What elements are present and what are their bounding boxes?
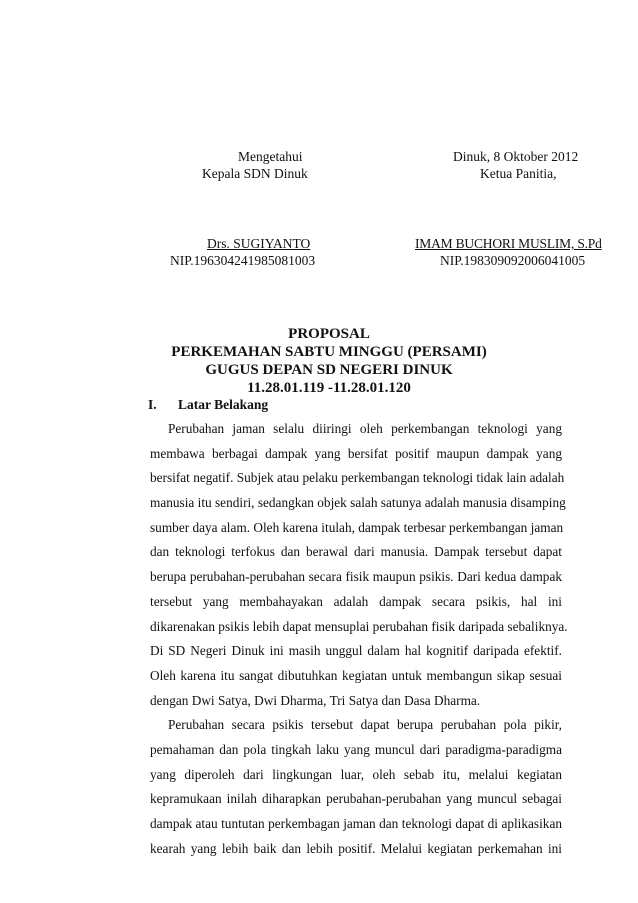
body-line: sumber daya alam. Oleh karena itulah, dampak terbesar perkembangan jaman xyxy=(150,519,564,535)
section-heading: Latar Belakang xyxy=(178,397,269,412)
body-line: pemahaman dan pola tingkah laku yang muncul dari paradigma-paradigma xyxy=(150,741,562,757)
body-line: dan teknologi terfokus dan berawal dari manusia. Dampak tersebut dapat xyxy=(150,544,562,560)
left-signature-role: Kepala SDN Dinuk xyxy=(202,166,308,181)
section-body xyxy=(150,417,568,861)
right-signature-date: Dinuk, 8 Oktober 2012 xyxy=(453,149,579,164)
body-line: dengan Dwi Satya, Dwi Dharma, Tri Satya dan Dasa Dharma. xyxy=(150,692,481,708)
left-signature-name: Drs. SUGIYANTO xyxy=(207,236,311,251)
body-line: kepramukaan inilah diharapkan perubahan-perubahan yang muncul sebagai xyxy=(150,791,562,807)
proposal-title: PROPOSAL xyxy=(288,326,370,342)
right-signature-name: IMAM BUCHORI MUSLIM, S.Pd xyxy=(415,236,602,251)
body-line: kearah yang lebih baik dan lebih positif. Melalui kegiatan perkemahan ini xyxy=(150,840,562,856)
left-signature-heading: Mengetahui xyxy=(238,149,303,164)
body-line: yang diperoleh dari lingkungan luar, oleh sebab itu, melalui kegiatan xyxy=(150,766,562,782)
body-line: bersifat negatif. Subjek atau pelaku perkembangan teknologi tidak lain adalah xyxy=(150,470,565,486)
body-line: Perubahan jaman selalu diiringi oleh perkembangan teknologi yang xyxy=(168,421,562,436)
body-line: dikarenakan psikis lebih dapat mensuplai perubahan fisik daripada sebaliknya. xyxy=(150,618,568,634)
body-line: berupa perubahan-perubahan secara fisik maupun psikis. Dari kedua dampak xyxy=(150,569,562,585)
right-signature-role: Ketua Panitia, xyxy=(480,166,557,181)
body-line: tersebut yang membahayakan adalah dampak secara psikis, hal ini xyxy=(150,593,562,609)
body-line: Perubahan secara psikis tersebut dapat berupa perubahan pola pikir, xyxy=(168,717,562,733)
proposal-code: 11.28.01.119 -11.28.01.120 xyxy=(247,380,411,396)
body-line: dampak atau tuntutan perkembagan jaman dan teknologi dapat di aplikasikan xyxy=(150,816,562,831)
proposal-organization: GUGUS DEPAN SD NEGERI DINUK xyxy=(205,362,453,378)
right-signature-nip: NIP.198309092006041005 xyxy=(440,253,586,268)
body-line: Di SD Negeri Dinuk ini masih unggul dalam hal kognitif daripada efektif. xyxy=(150,643,562,659)
body-line: Oleh karena itu sangat dibutuhkan kegiatan untuk membangun sikap sesuai xyxy=(150,667,562,683)
body-line: manusia itu sendiri, sedangkan objek salah satunya adalah manusia disamping xyxy=(150,495,566,511)
proposal-subtitle: PERKEMAHAN SABTU MINGGU (PERSAMI) xyxy=(171,344,487,360)
body-line: membawa berbagai dampak yang bersifat positif maupun dampak yang xyxy=(150,445,562,461)
section-number: I. xyxy=(148,397,157,412)
left-signature-nip: NIP.196304241985081003 xyxy=(170,253,316,268)
